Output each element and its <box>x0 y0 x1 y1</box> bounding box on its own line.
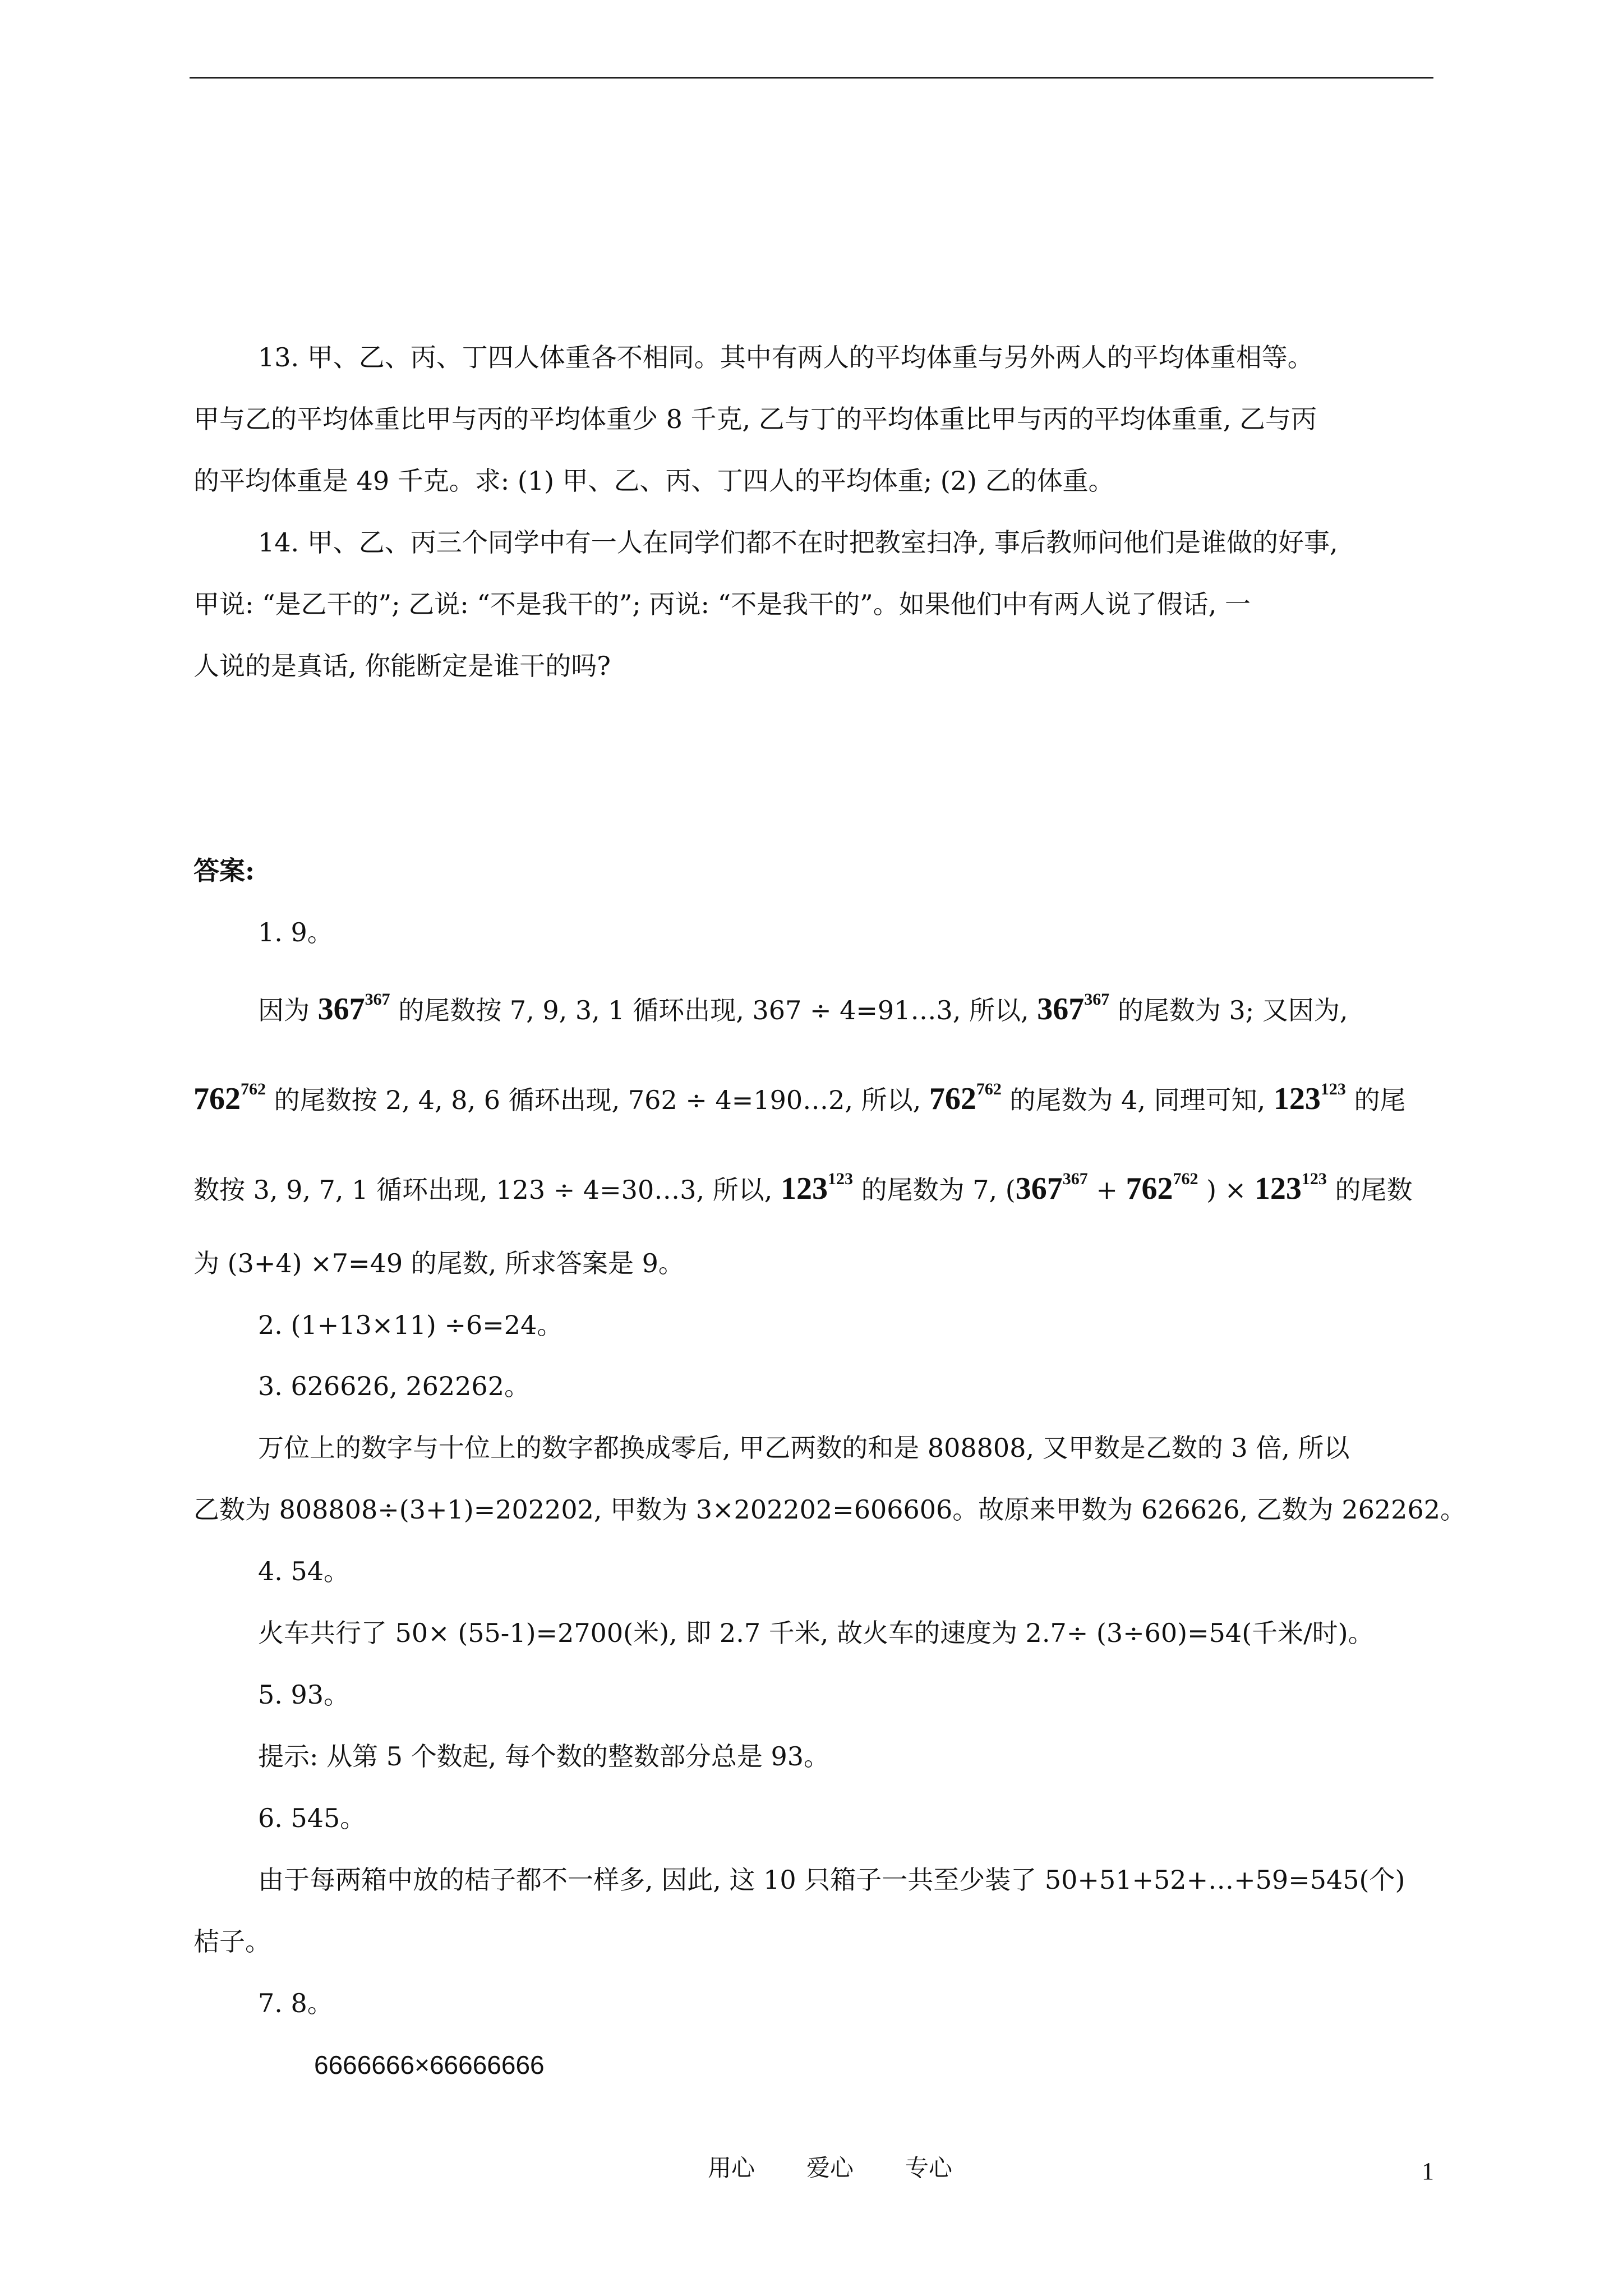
power-exp: 367 <box>1084 990 1110 1009</box>
text: 的尾数为 4, 同理可知, <box>1009 1085 1266 1115</box>
power-exp: 123 <box>1320 1080 1346 1098</box>
a1-row1 <box>258 992 1348 1027</box>
a6-line1: 由于每两箱中放的桔子都不一样多, 因此, 这 10 只箱子一共至少装了 50+51+52+…+59=545(个) <box>258 1865 1405 1895</box>
power-exp: 123 <box>827 1170 853 1188</box>
footer-text-3: 专心 <box>905 2154 953 2182</box>
a5-line1: 提示: 从第 5 个数起, 每个数的整数部分总是 93。 <box>258 1741 830 1772</box>
power-base: 762 <box>193 1082 241 1116</box>
a3-line1: 万位上的数字与十位上的数字都换成零后, 甲乙两数的和是 808808, 又甲数是乙数的 3 倍, 所以 <box>258 1433 1350 1463</box>
text: 的尾数按 2, 4, 8, 6 循环出现, 762 ÷ 4=190…2, 所以, <box>274 1085 921 1115</box>
a6-head: 6. 545。 <box>258 1803 366 1833</box>
power-base: 123 <box>1273 1082 1321 1116</box>
a6-line2: 桔子。 <box>193 1926 271 1957</box>
power-base: 123 <box>780 1171 828 1206</box>
a7-head: 7. 8。 <box>258 1988 333 2018</box>
a3-head: 3. 626626, 262262。 <box>258 1371 530 1401</box>
a1-row3 <box>193 1172 1413 1207</box>
text: 的尾 <box>1354 1085 1406 1115</box>
power-base: 762 <box>1126 1171 1173 1206</box>
power-base: 123 <box>1254 1171 1302 1206</box>
a1-head: 1. 9。 <box>258 917 333 947</box>
a4-line1: 火车共行了 50× (55-1)=2700(米), 即 2.7 千米, 故火车的速度为 2.7÷ (3÷60)=54(千米/时)。 <box>258 1618 1374 1648</box>
q13-line2: 甲与乙的平均体重比甲与丙的平均体重少 8 千克, 乙与丁的平均体重比甲与丙的平均体重重, 乙与丙 <box>193 404 1317 434</box>
a7-line1: 6666666×66666666 <box>314 2050 545 2079</box>
footer-text-2: 爱心 <box>806 2154 854 2182</box>
a1-row2 <box>193 1082 1406 1117</box>
page-number: 1 <box>1422 2157 1434 2185</box>
text: ) × <box>1206 1175 1247 1205</box>
plus-sign: + <box>1096 1175 1118 1205</box>
a5-head: 5. 93。 <box>258 1680 350 1710</box>
q13-line1: 13. 甲、乙、丙、丁四人体重各不相同。其中有两人的平均体重与另外两人的平均体重相等。 <box>258 342 1313 372</box>
power-exp: 367 <box>365 990 390 1009</box>
text: 的尾数为 7, ( <box>861 1175 1016 1205</box>
power-base: 367 <box>1037 992 1085 1027</box>
text: 的尾数 <box>1335 1175 1413 1205</box>
power-base: 367 <box>1015 1171 1063 1206</box>
power-base: 762 <box>929 1082 976 1116</box>
power-exp: 762 <box>976 1080 1002 1098</box>
q13-line3: 的平均体重是 49 千克。求: (1) 甲、乙、丙、丁四人的平均体重; (2) 乙的体重。 <box>193 466 1114 496</box>
text: 数按 3, 9, 7, 1 循环出现, 123 ÷ 4=30…3, 所以, <box>193 1175 773 1205</box>
a3-line2: 乙数为 808808÷(3+1)=202202, 甲数为 3×202202=606606。故原来甲数为 626626, 乙数为 262262。 <box>193 1494 1466 1525</box>
a1-row4: 为 (3+4) ×7=49 的尾数, 所求答案是 9。 <box>193 1248 684 1278</box>
power-exp: 762 <box>241 1080 266 1098</box>
power-exp: 367 <box>1062 1170 1088 1188</box>
text: 的尾数为 3; 又因为, <box>1117 995 1348 1025</box>
answers-heading: 答案: <box>193 855 255 886</box>
power-exp: 762 <box>1173 1170 1198 1188</box>
q14-line3: 人说的是真话, 你能断定是谁干的吗? <box>193 651 611 681</box>
q14-line2: 甲说: “是乙干的”; 乙说: “不是我干的”; 丙说: “不是我干的”。如果他们中有两人说了假话, 一 <box>193 589 1251 619</box>
power-exp: 123 <box>1301 1170 1327 1188</box>
footer-text-1: 用心 <box>708 2154 755 2182</box>
text: 的尾数按 7, 9, 3, 1 循环出现, 367 ÷ 4=91…3, 所以, <box>398 995 1029 1025</box>
power-base: 367 <box>317 992 365 1027</box>
a4-head: 4. 54。 <box>258 1556 350 1586</box>
header-rule <box>190 77 1433 79</box>
text: 因为 <box>258 995 310 1025</box>
q14-line1: 14. 甲、乙、丙三个同学中有一人在同学们都不在时把教室扫净, 事后教师问他们是谁做的好事, <box>258 527 1338 558</box>
a2: 2. (1+13×11) ÷6=24。 <box>258 1310 563 1340</box>
